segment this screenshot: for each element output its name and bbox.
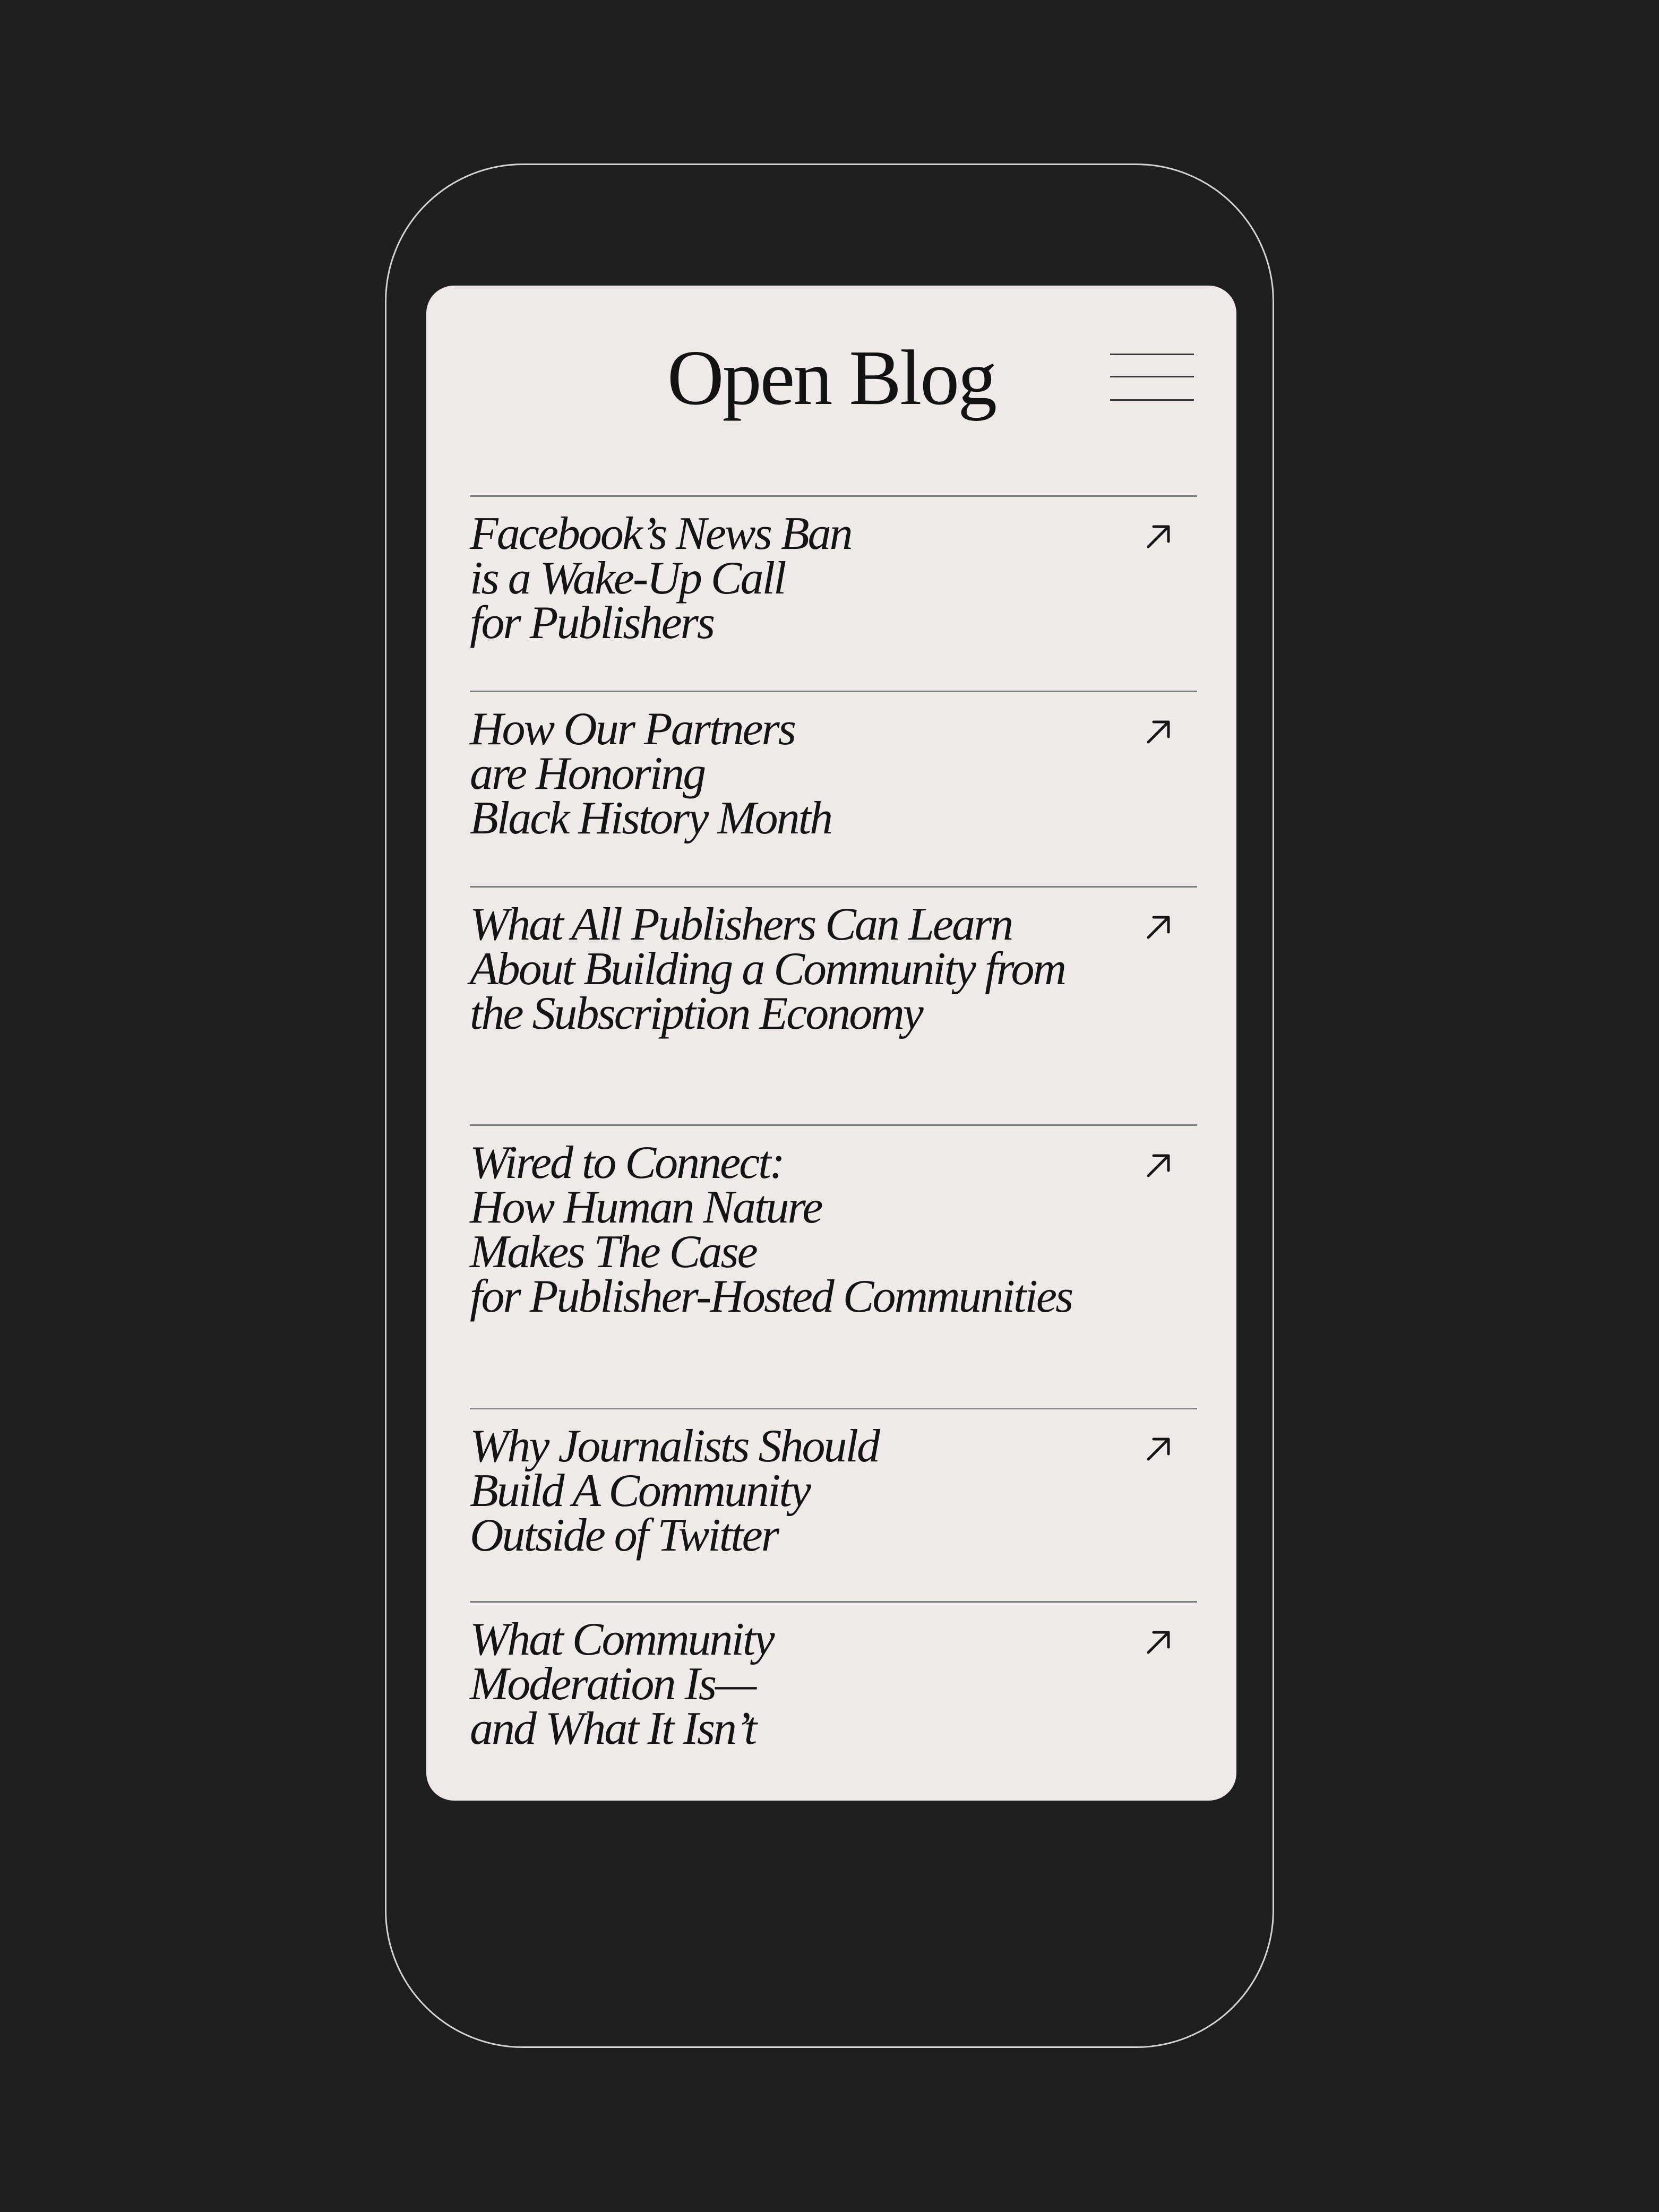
menu-line <box>1110 376 1194 377</box>
article-title-line: How Human Nature <box>470 1182 822 1233</box>
article-title-line: Outside of Twitter <box>470 1510 778 1561</box>
article-title[interactable] <box>470 703 1128 844</box>
menu-line <box>1110 399 1194 401</box>
article-title-line: for Publishers <box>470 597 714 649</box>
article-title[interactable] <box>470 1421 1128 1561</box>
arrow-up-right-icon[interactable] <box>1143 1149 1175 1181</box>
article-title-line: are Honoring <box>470 748 705 799</box>
arrow-up-right-icon[interactable] <box>1143 716 1175 747</box>
site-title: Open Blog <box>667 334 996 421</box>
article-title-line: the Subscription Economy <box>470 988 922 1039</box>
article-title-line: Why Journalists Should <box>470 1421 879 1472</box>
article-title-line: About Building a Community from <box>470 943 1065 995</box>
article-title-line: Facebook’s News Ban <box>470 508 852 560</box>
article-item[interactable] <box>470 1408 1197 1601</box>
hamburger-menu-icon[interactable] <box>1110 348 1194 407</box>
header <box>426 286 1236 495</box>
article-item[interactable] <box>470 1601 1197 1776</box>
arrow-up-right-icon[interactable] <box>1143 1626 1175 1658</box>
article-title-line: Black History Month <box>470 793 832 844</box>
arrow-up-right-icon[interactable] <box>1143 520 1175 552</box>
article-title-line: is a Wake-Up Call <box>470 553 785 604</box>
article-title-line: Wired to Connect: <box>470 1137 784 1189</box>
article-title-line: Makes The Case <box>470 1226 757 1278</box>
article-title[interactable] <box>470 1137 1128 1322</box>
phone-screen <box>426 286 1236 1801</box>
menu-line <box>1110 354 1194 355</box>
article-title[interactable] <box>470 508 1128 649</box>
article-title-line: How Our Partners <box>470 703 795 755</box>
arrow-up-right-icon[interactable] <box>1143 1433 1175 1465</box>
article-title[interactable] <box>470 1614 1128 1754</box>
article-title-line: for Publisher-Hosted Communities <box>470 1271 1072 1322</box>
article-title-line: and What It Isn’t <box>470 1703 756 1754</box>
article-item[interactable] <box>470 1124 1197 1408</box>
article-title-line: What Community <box>470 1614 773 1665</box>
article-title-line: Build A Community <box>470 1465 810 1517</box>
article-title-line: Moderation Is— <box>470 1658 755 1710</box>
article-title[interactable] <box>470 899 1128 1039</box>
article-item[interactable] <box>470 691 1197 886</box>
article-title-line: What All Publishers Can Learn <box>470 899 1012 950</box>
article-item[interactable] <box>470 495 1197 691</box>
article-item[interactable] <box>470 886 1197 1124</box>
arrow-up-right-icon[interactable] <box>1143 911 1175 943</box>
